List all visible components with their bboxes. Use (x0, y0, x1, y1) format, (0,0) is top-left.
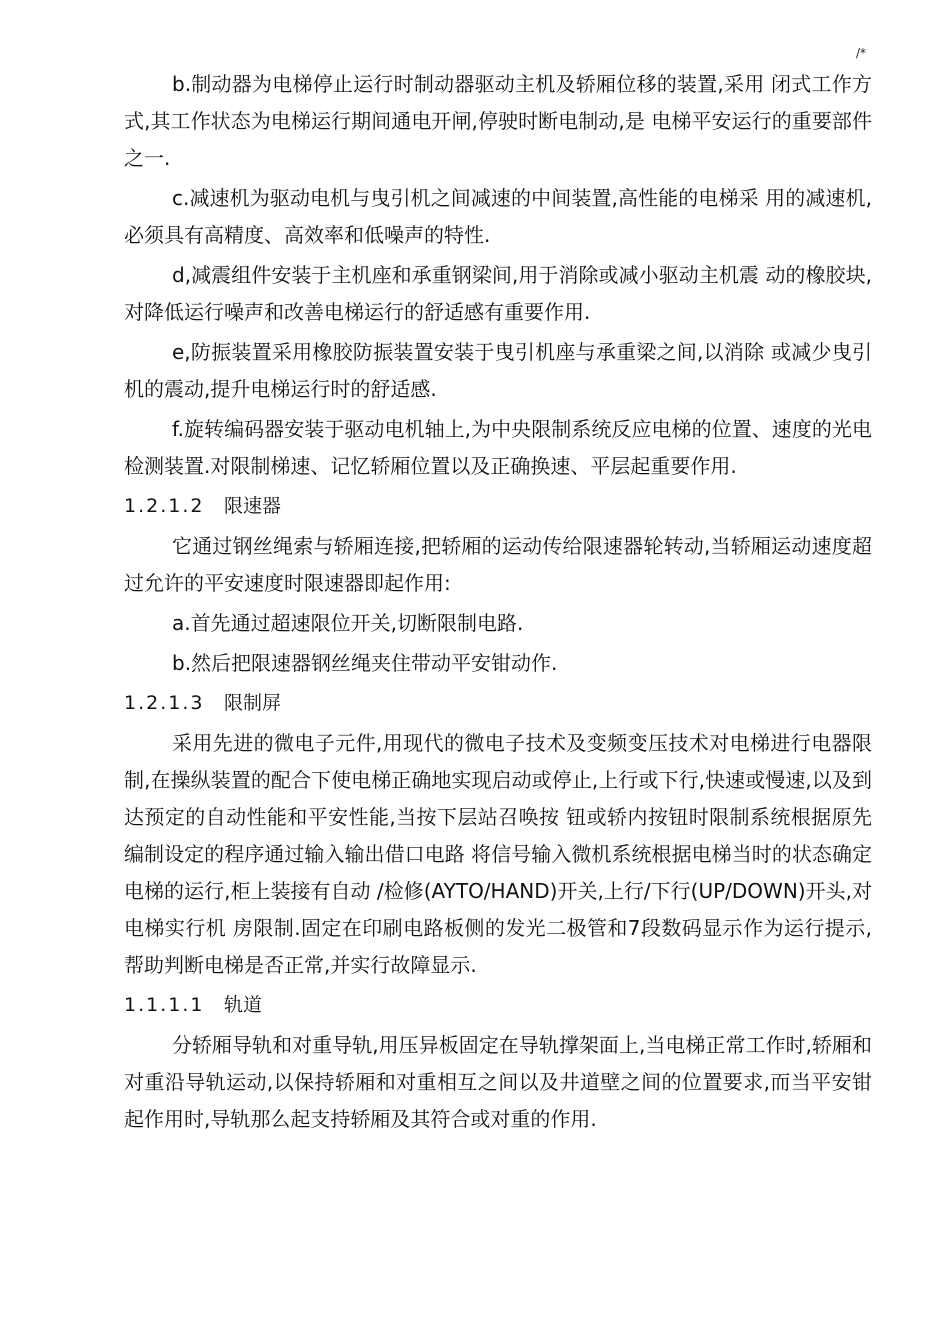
paragraph-rails: 分轿厢导轨和对重导轨,用压异板固定在导轨撑架面上,当电梯正常工作时,轿厢和对重沿导轨运动,以保持轿厢和对重相互之间以及井道壁之间的位置要求,而当平安钳起作用时,导轨那么起支持轿厢及其符合或对重的作用. (124, 1033, 872, 1131)
section-heading-control-panel (124, 685, 872, 722)
paragraph-governor-a: a.首先通过超速限位开关,切断限制电路. (172, 611, 524, 635)
paragraph-control-panel: 采用先进的微电子元件,用现代的微电子技术及变频变压技术对电梯进行电器限制,在操纵装置的配合下使电梯正确地实现启动或停止,上行或下行,快速或慢速,以及到达预定的自动性能和平安性能,当按下层站召唤按 钮或轿内按钮时限制系统根据原先编制设定的程序通过输入输出借口电路 将信号输入微机系统根据电梯当时的状态确定电梯的运行,柜上装接有自动 /检修(AYTO/HAND)开关,上行/下行(UP/DOWN)开头,对电梯实行机 房限制.固定在印刷电路板侧的发光二极管和7段数码显示作为运行提示, 帮助判断电梯是否正常,并实行故障显示. (124, 731, 872, 977)
section-title: 限速器 (224, 495, 282, 517)
paragraph-encoder: f.旋转编码器安装于驱动电机轴上,为中央限制系统反应电梯的位置、速度的光电检测装置.对限制梯速、记忆轿厢位置以及正确换速、平层起重要作用. (124, 417, 872, 478)
paragraph-reducer: c.减速机为驱动电机与曳引机之间减速的中间装置,高性能的电梯采 用的减速机,必须具有高精度、高效率和低噪声的特性. (124, 186, 872, 247)
paragraph-antivibration: e,防振装置采用橡胶防振装置安装于曳引机座与承重梁之间,以消除 或减少曳引机的震动,提升电梯运行时的舒适感. (124, 340, 872, 401)
section-number: 1.2.1.2 (124, 495, 205, 517)
section-heading-rails (124, 987, 872, 1024)
paragraph-damping: d,减震组件安装于主机座和承重钢梁间,用于消除或减小驱动主机震 动的橡胶块,对降低运行噪声和改善电梯运行的舒适感有重要作用. (124, 263, 872, 324)
page-mark: /* (856, 46, 867, 60)
section-title: 轨道 (224, 994, 263, 1016)
document-body (124, 66, 872, 1141)
section-heading-governor (124, 488, 872, 525)
paragraph-governor-intro: 它通过钢丝绳索与轿厢连接,把轿厢的运动传给限速器轮转动,当轿厢运动速度超过允许的平安速度时限速器即起作用: (124, 534, 872, 595)
section-title: 限制屏 (224, 692, 282, 714)
paragraph-brake: b.制动器为电梯停止运行时制动器驱动主机及轿厢位移的装置,采用 闭式工作方式,其工作状态为电梯运行期间通电开闸,停驶时断电制动,是 电梯平安运行的重要部件之一. (124, 72, 872, 170)
section-number: 1.1.1.1 (124, 994, 205, 1016)
section-number: 1.2.1.3 (124, 692, 205, 714)
paragraph-governor-b: b.然后把限速器钢丝绳夹住带动平安钳动作. (172, 651, 558, 675)
